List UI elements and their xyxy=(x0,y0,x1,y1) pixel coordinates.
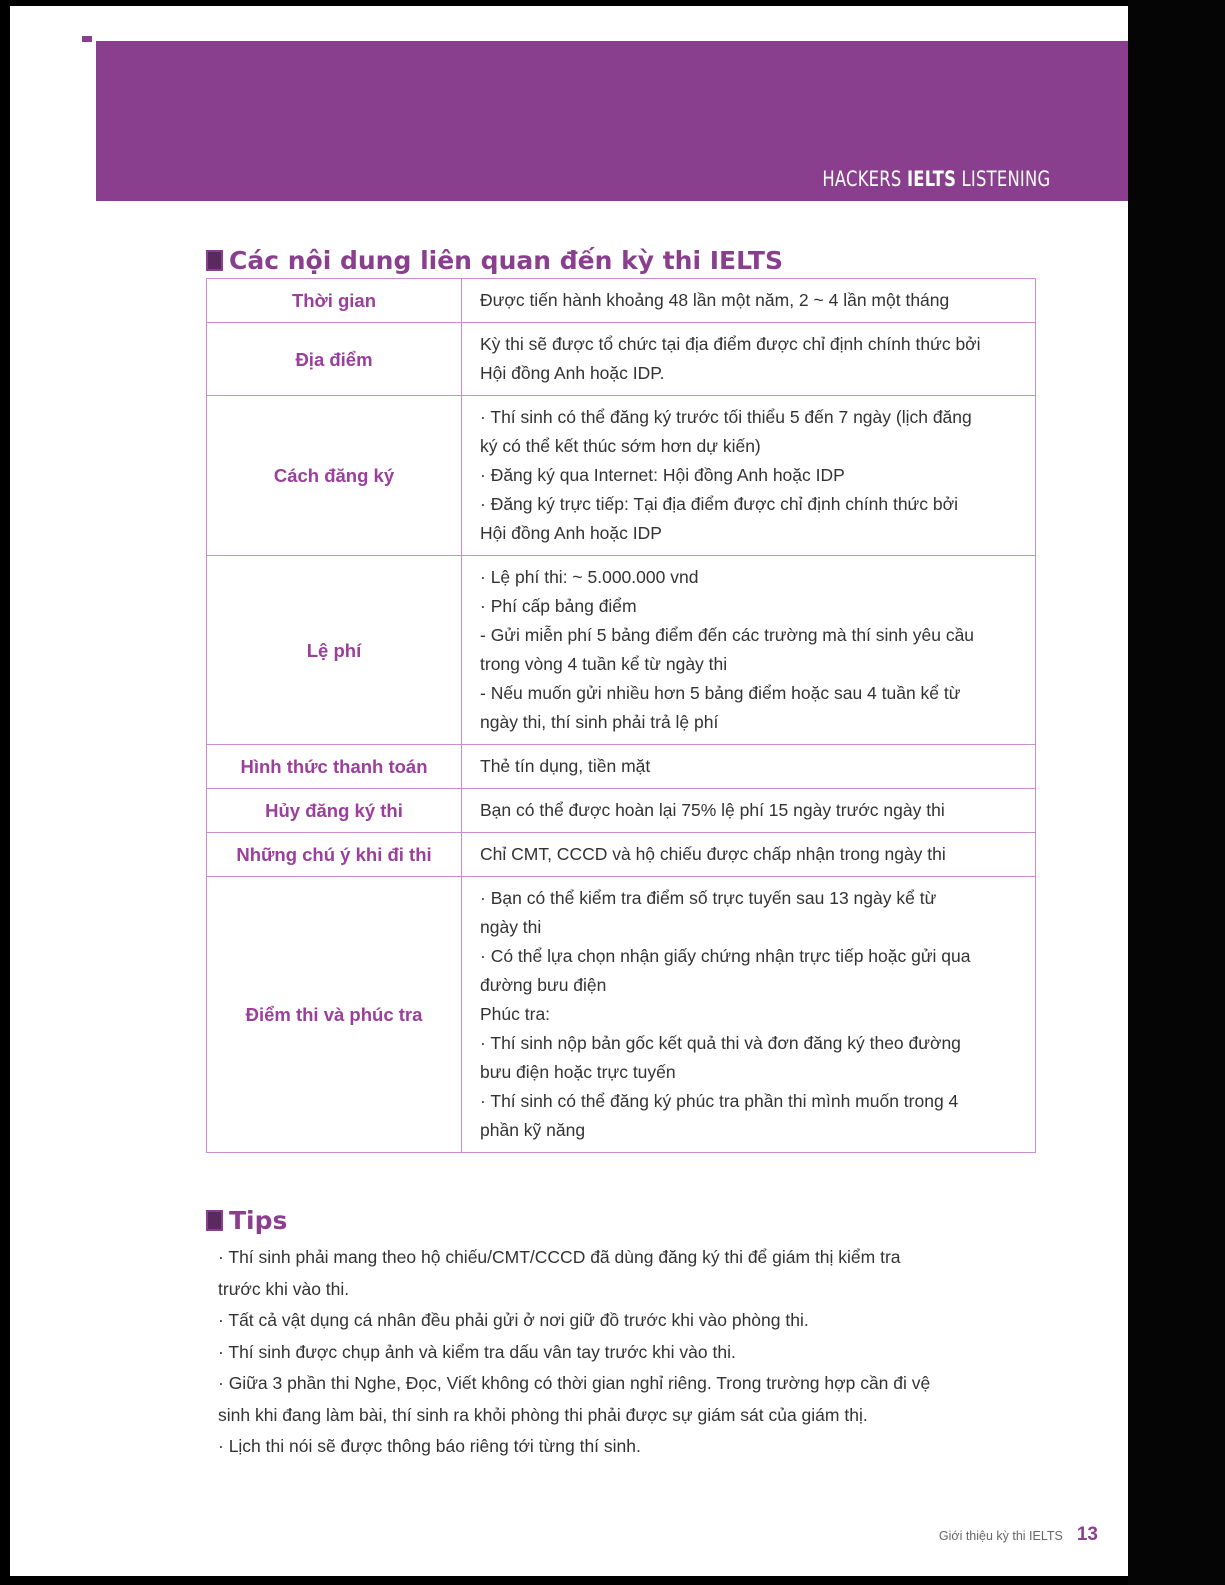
row-value-line: Kỳ thi sẽ được tổ chức tại địa điểm được chỉ định chính thức bởi xyxy=(480,334,981,354)
row-value-line: Chỉ CMT, CCCD và hộ chiếu được chấp nhận trong ngày thi xyxy=(480,844,946,864)
header-mark xyxy=(82,36,92,42)
row-value-line: ký có thể kết thúc sớm hơn dự kiến) xyxy=(480,436,761,456)
row-value xyxy=(462,745,1036,789)
tip-line: · Tất cả vật dụng cá nhân đều phải gửi ở nơi giữ đồ trước khi vào phòng thi. xyxy=(218,1310,809,1330)
row-value-line: · Thí sinh có thể đăng ký phúc tra phần thi mình muốn trong 4 xyxy=(480,1091,959,1111)
section-title-tips xyxy=(206,1206,287,1235)
tip-line: · Giữa 3 phần thi Nghe, Đọc, Viết không có thời gian nghỉ riêng. Trong trường hợp cần đi vệ xyxy=(218,1373,931,1393)
row-value-line: · Thí sinh có thể đăng ký trước tối thiểu 5 đến 7 ngày (lịch đăng xyxy=(480,407,972,427)
tip-line: · Thí sinh được chụp ảnh và kiểm tra dấu vân tay trước khi vào thi. xyxy=(218,1341,736,1362)
row-label: Hủy đăng ký thi xyxy=(207,789,462,833)
tip-line: · Thí sinh phải mang theo hộ chiếu/CMT/CCCD đã dùng đăng ký thi để giám thị kiểm tra xyxy=(218,1247,901,1267)
section-title-text: Tips xyxy=(229,1206,288,1235)
row-value-line: Được tiến hành khoảng 48 lần một năm, 2 ~ 4 lần một tháng xyxy=(480,290,950,310)
row-value xyxy=(462,323,1036,396)
row-value-line: · Thí sinh nộp bản gốc kết quả thi và đơn đăng ký theo đường xyxy=(480,1033,961,1053)
row-value-line: ngày thi xyxy=(480,917,542,937)
row-value-line: · Lệ phí thi: ~ 5.000.000 vnd xyxy=(480,567,699,587)
table-body xyxy=(207,279,1036,1153)
table-row xyxy=(207,833,1036,877)
row-value xyxy=(462,279,1036,323)
row-label: Cách đăng ký xyxy=(207,396,462,556)
row-label: Lệ phí xyxy=(207,556,462,745)
table-row xyxy=(207,556,1036,745)
tip-line: sinh khi đang làm bài, thí sinh ra khỏi phòng thi phải được sự giám sát của giám thị. xyxy=(218,1404,868,1425)
row-value-line: - Gửi miễn phí 5 bảng điểm đến các trường mà thí sinh yêu cầu xyxy=(480,625,975,645)
book-page xyxy=(10,6,1128,1576)
page-number: 13 xyxy=(1076,1524,1098,1545)
header-brand-bold: IELTS xyxy=(906,167,956,191)
row-value-line: trong vòng 4 tuần kể từ ngày thi xyxy=(480,654,728,674)
row-value xyxy=(462,877,1036,1153)
table-row xyxy=(207,745,1036,789)
running-header xyxy=(822,167,1050,191)
page-footer xyxy=(939,1524,1098,1546)
tip-line: · Lịch thi nói sẽ được thông báo riêng tới từng thí sinh. xyxy=(218,1436,641,1456)
row-label: Địa điểm xyxy=(207,323,462,396)
tips-list xyxy=(218,1242,1048,1463)
section-square-icon xyxy=(206,1210,223,1231)
row-value-line: · Bạn có thể kiểm tra điểm số trực tuyến sau 13 ngày kể từ xyxy=(480,888,937,908)
row-label: Hình thức thanh toán xyxy=(207,745,462,789)
header-band xyxy=(96,41,1128,201)
row-label: Thời gian xyxy=(207,279,462,323)
row-value-line: · Đăng ký trực tiếp: Tại địa điểm được chỉ định chính thức bởi xyxy=(480,494,958,514)
row-value-line: · Đăng ký qua Internet: Hội đồng Anh hoặc IDP xyxy=(480,465,845,485)
footer-label: Giới thiệu kỳ thi IELTS xyxy=(938,1529,1063,1543)
row-label: Điểm thi và phúc tra xyxy=(207,877,462,1153)
table-row xyxy=(207,877,1036,1153)
row-value-line: phần kỹ năng xyxy=(480,1120,586,1140)
section-square-icon xyxy=(206,250,223,271)
row-value xyxy=(462,556,1036,745)
header-brand: HACKERS xyxy=(821,167,902,191)
row-value-line: đường bưu điện xyxy=(480,975,607,995)
row-value xyxy=(462,833,1036,877)
row-value xyxy=(462,396,1036,556)
row-value xyxy=(462,789,1036,833)
row-value-line: ngày thi, thí sinh phải trả lệ phí xyxy=(480,712,719,732)
row-value-line: Phúc tra: xyxy=(480,1004,551,1024)
row-value-line: Hội đồng Anh hoặc IDP xyxy=(480,523,662,543)
table-row xyxy=(207,279,1036,323)
row-value-line: - Nếu muốn gửi nhiều hơn 5 bảng điểm hoặc sau 4 tuần kể từ xyxy=(480,683,961,703)
table-row xyxy=(207,396,1036,556)
section-title-ielts-info xyxy=(206,246,783,275)
row-value-line: · Có thể lựa chọn nhận giấy chứng nhận trực tiếp hoặc gửi qua xyxy=(480,946,971,966)
scan-edge xyxy=(1128,0,1225,1585)
row-value-line: · Phí cấp bảng điểm xyxy=(480,596,637,616)
row-value-line: bưu điện hoặc trực tuyến xyxy=(480,1062,676,1082)
row-value-line: Thẻ tín dụng, tiền mặt xyxy=(480,756,651,776)
table-row xyxy=(207,323,1036,396)
tip-line: trước khi vào thi. xyxy=(218,1278,350,1299)
row-label: Những chú ý khi đi thi xyxy=(207,833,462,877)
header-brand-tail: LISTENING xyxy=(961,167,1050,191)
section-title-text: Các nội dung liên quan đến kỳ thi IELTS xyxy=(229,246,783,275)
row-value-line: Bạn có thể được hoàn lại 75% lệ phí 15 ngày trước ngày thi xyxy=(480,800,945,820)
row-value-line: Hội đồng Anh hoặc IDP. xyxy=(480,363,665,383)
ielts-info-table xyxy=(206,278,1036,1153)
table-row xyxy=(207,789,1036,833)
